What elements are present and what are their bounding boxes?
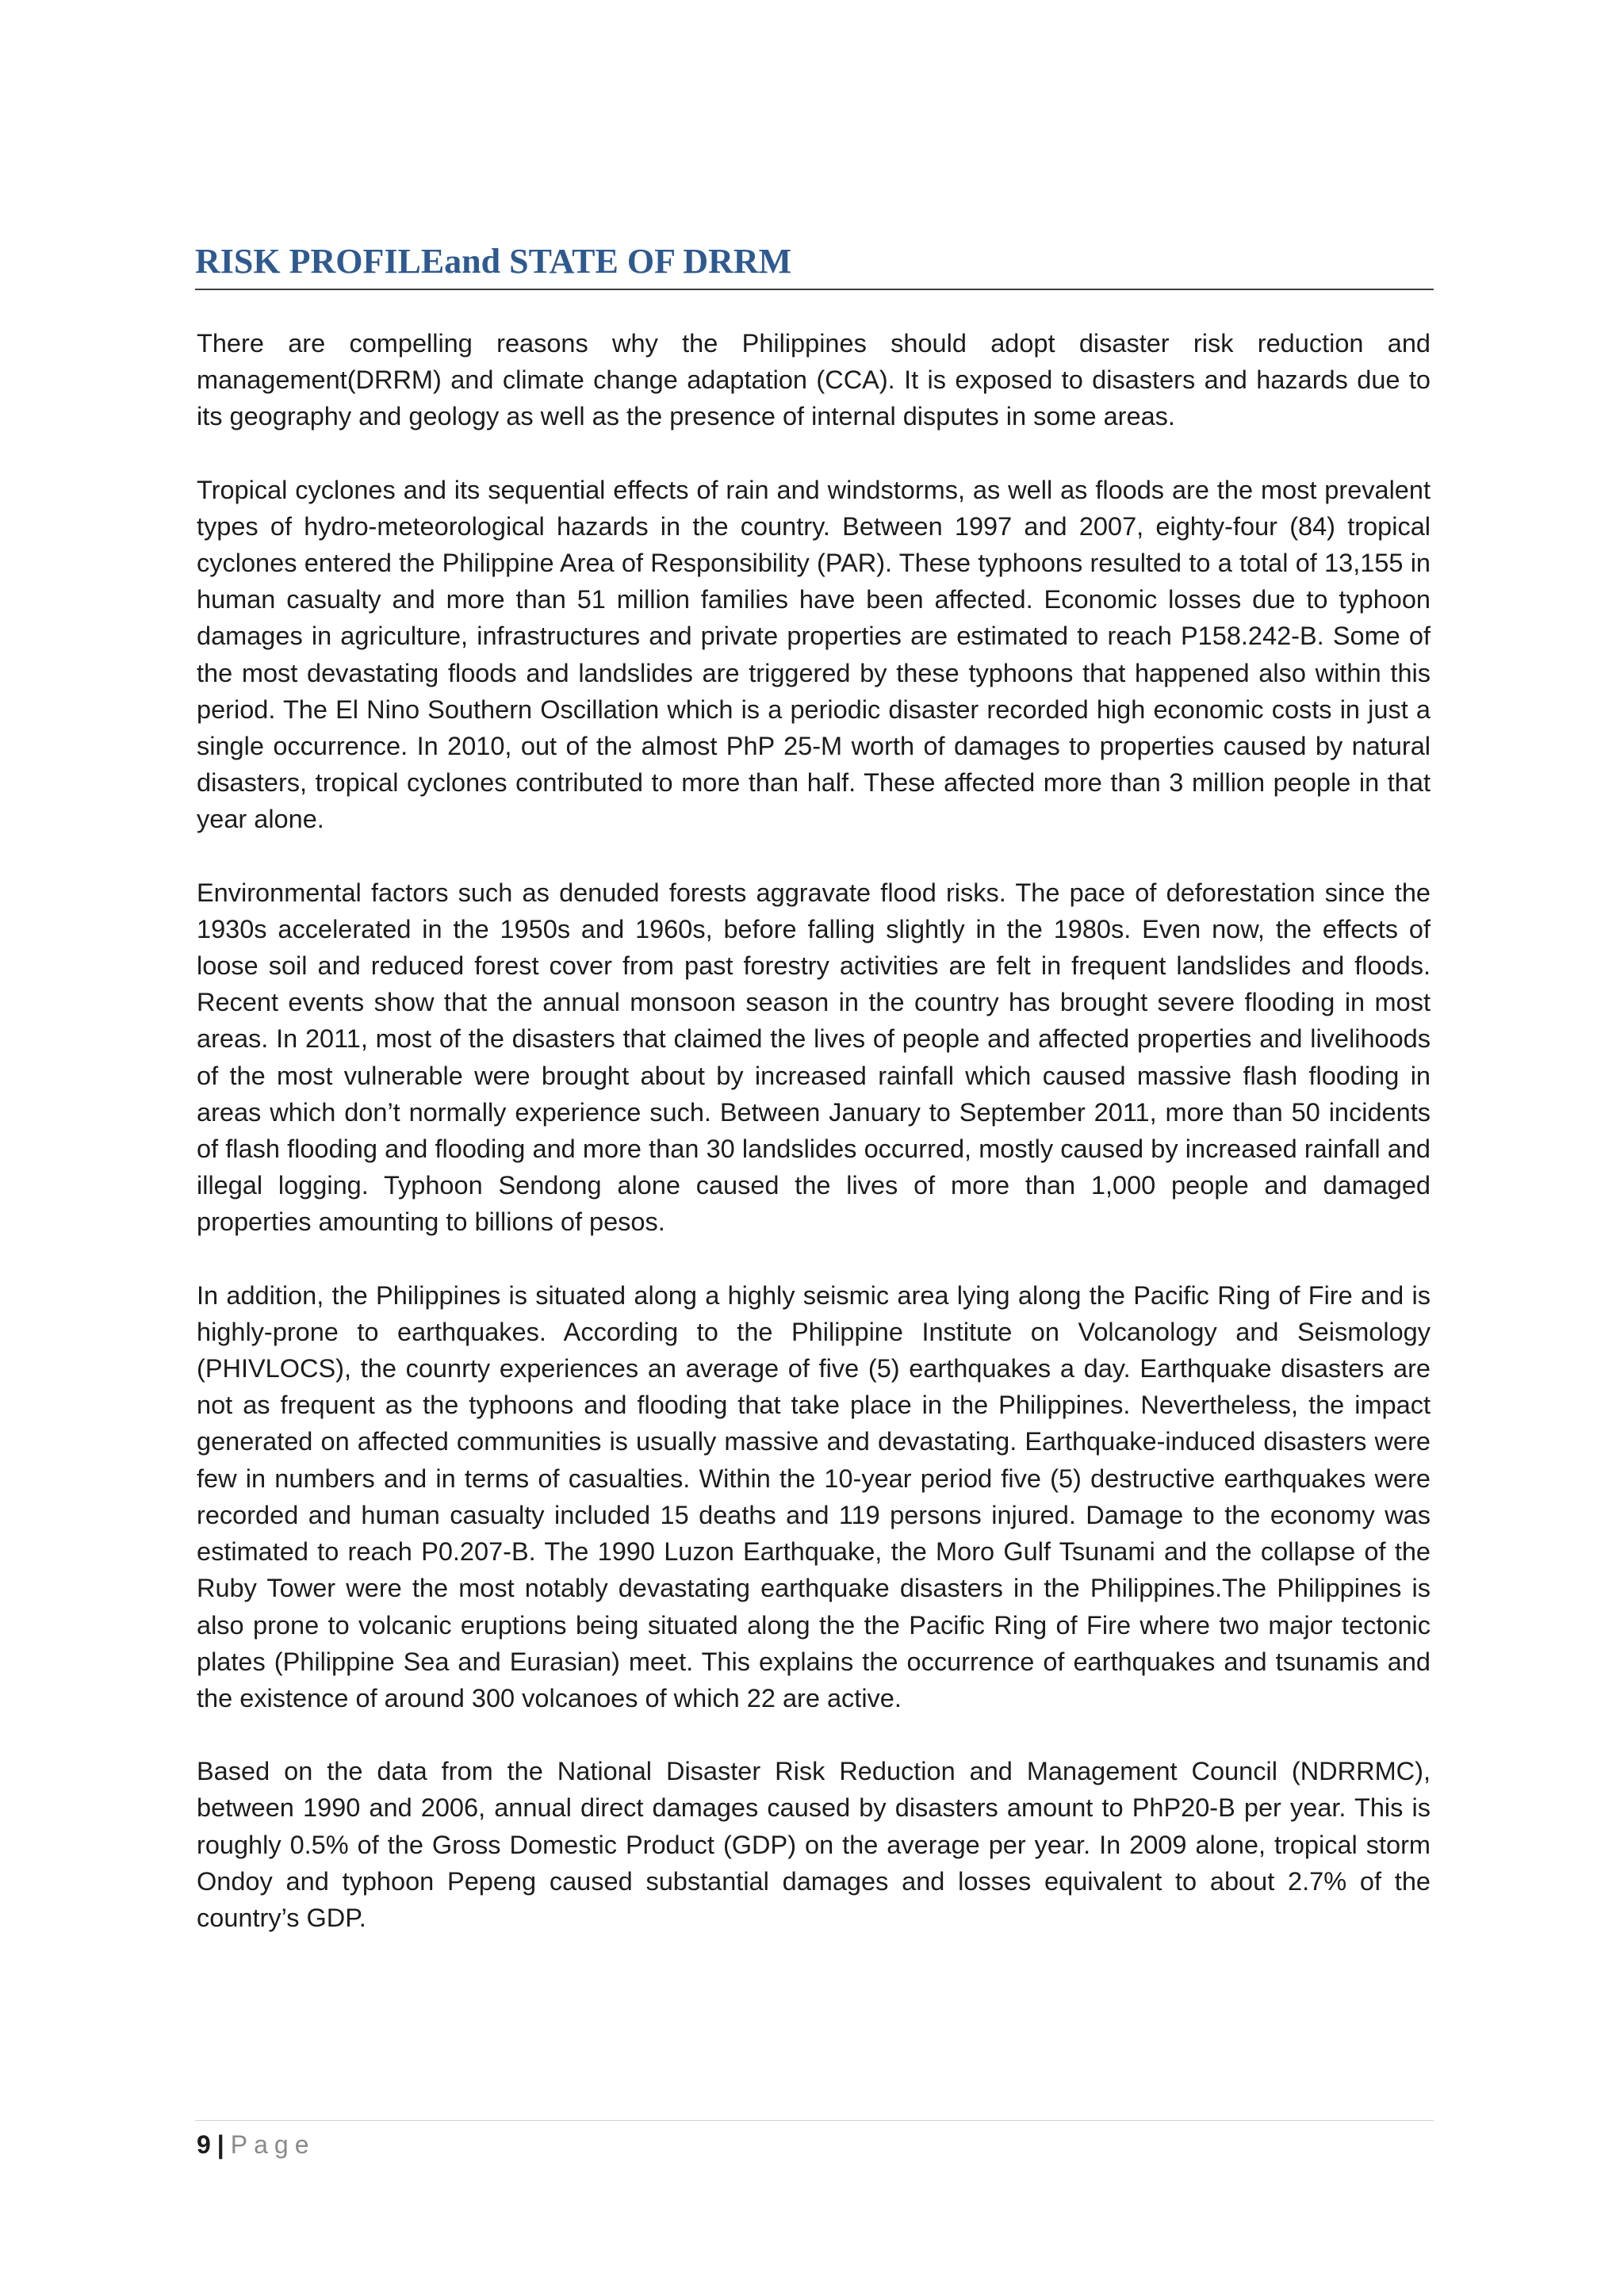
page-title: RISK PROFILEand STATE OF DRRM (195, 242, 792, 281)
page-number: 9 (197, 2130, 211, 2159)
footer-divider (195, 2120, 1434, 2121)
page-footer (197, 2126, 315, 2163)
paragraph-earthquakes: In addition, the Philippines is situated along a highly seismic area lying along the Pacific Ring of Fire and is highly-prone to earthquakes. According to the Philippine Institute on Volcanology and Seismology (PHIVLOCS), the counrty experiences an average of five (5) earthquakes a day. Earthquake disasters are not as frequent as the typhoons and flooding that take place in the Philippines. Nevertheless, the impact generated on affected communities is usually massive and devastating. Earthquake-induced disasters were few in numbers and in terms of casualties. Within the 10-year period five (5) destructive earthquakes were recorded and human casualty included 15 deaths and 119 persons injured. Damage to the economy was estimated to reach P0.207-B. The 1990 Luzon Earthquake, the Moro Gulf Tsunami and the collapse of the Ruby Tower were the most notably devastating earthquake disasters in the Philippines.The Philippines is also prone to volcanic eruptions being situated along the the Pacific Ring of Fire where two major tectonic plates (Philippine Sea and Eurasian) meet. This explains the occurrence of earthquakes and tsunamis and the existence of around 300 volcanoes of which 22 are active. (197, 1280, 1431, 1712)
section-heading (195, 238, 1434, 290)
paragraph-intro: There are compelling reasons why the Philippines should adopt disaster risk reduction and management(DRRM) and climate change adaptation (CCA). It is exposed to disasters and hazards due to its geography and geology as well as the presence of internal disputes in some areas. (197, 329, 1431, 431)
paragraph-ndrrmc-data: Based on the data from the National Disaster Risk Reduction and Management Council (NDRRMC), between 1990 and 2006, annual direct damages caused by disasters amount to PhP20-B per year. This is roughly 0.5% of the Gross Domestic Product (GDP) on the average per year. In 2009 alone, tropical storm Ondoy and typhoon Pepeng caused substantial damages and losses equivalent to about 2.7% of the country’s GDP. (197, 1757, 1431, 1932)
paragraph-tropical-cyclones: Tropical cyclones and its sequential effects of rain and windstorms, as well as floods are the most prevalent types of hydro-meteorological hazards in the country. Between 1997 and 2007, eighty-four (84) tropical cyclones entered the Philippine Area of Responsibility (PAR). These typhoons resulted to a total of 13,155 in human casualty and more than 51 million families have been affected. Economic losses due to typhoon damages in agriculture, infrastructures and private properties are estimated to reach P158.242-B. Some of the most devastating floods and landslides are triggered by these typhoons that happened also within this period. The El Nino Southern Oscillation which is a periodic disaster recorded high economic costs in just a single occurrence. In 2010, out of the almost PhP 25-M worth of damages to properties caused by natural disasters, tropical cyclones contributed to more than half. These affected more than 3 million people in that year alone. (197, 475, 1431, 834)
page-label: Page (230, 2130, 316, 2159)
paragraph-environmental-factors: Environmental factors such as denuded forests aggravate flood risks. The pace of deforestation since the 1930s accelerated in the 1950s and 1960s, before falling slightly in the 1980s. Even now, the effects of loose soil and reduced forest cover from past forestry activities are felt in frequent landslides and floods. Recent events show that the annual monsoon season in the country has brought severe flooding in most areas. In 2011, most of the disasters that claimed the lives of people and affected properties and livelihoods of the most vulnerable were brought about by increased rainfall which caused massive flash flooding in areas which don’t normally experience such. Between January to September 2011, more than 50 incidents of flash flooding and flooding and more than 30 landslides occurred, mostly caused by increased rainfall and illegal logging. Typhoon Sendong alone caused the lives of more than 1,000 people and damaged properties amounting to billions of pesos. (197, 878, 1431, 1237)
body-text (197, 325, 1431, 1973)
page-separator: | (216, 2130, 224, 2159)
